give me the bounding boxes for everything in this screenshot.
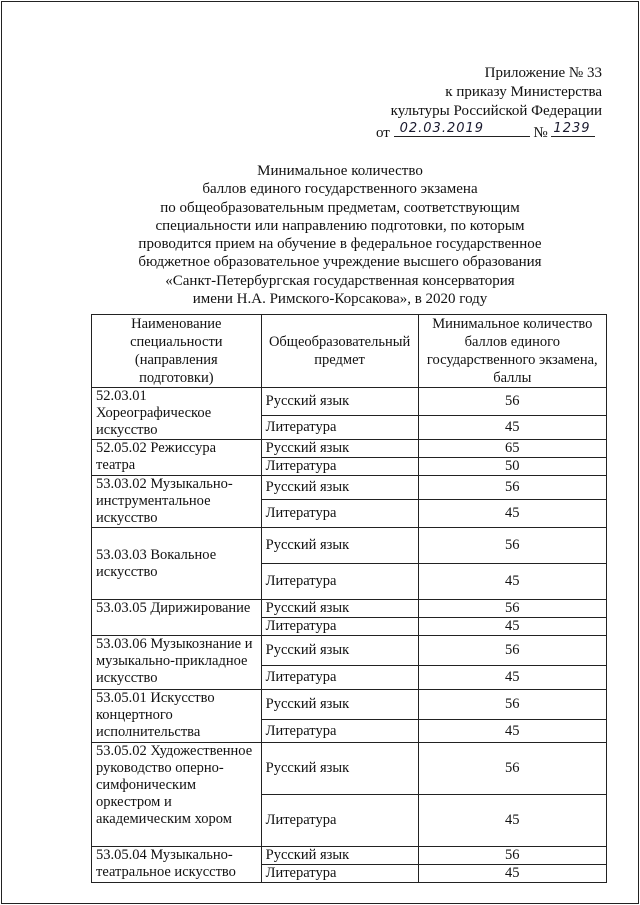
subject-cell: Литература [261, 720, 418, 743]
header-min-score: Минимальное количество баллов единого государственного экзамена, баллы [418, 315, 606, 388]
score-cell: 45 [418, 720, 606, 743]
title-line: специальности или направлению подготовки, по которым [155, 217, 525, 234]
subject-cell: Литература [261, 618, 418, 636]
appendix-ministry: культуры Российской Федерации [390, 103, 602, 119]
specialty-cell: 52.03.01 Хореографическое искусство [92, 388, 262, 440]
table-header-row [92, 315, 607, 388]
score-cell: 45 [418, 618, 606, 636]
score-cell: 56 [418, 476, 606, 500]
subject-cell: Литература [261, 500, 418, 528]
score-cell: 45 [418, 865, 606, 883]
specialty-cell: 53.03.03 Вокальное искусство [92, 528, 262, 600]
score-cell: 45 [418, 666, 606, 690]
subject-cell: Литература [261, 458, 418, 476]
subject-cell: Русский язык [261, 440, 418, 458]
score-cell: 56 [418, 528, 606, 564]
score-cell: 56 [418, 743, 606, 795]
number-field [551, 121, 595, 137]
subject-cell: Литература [261, 666, 418, 690]
subject-cell: Русский язык [261, 847, 418, 865]
header-subject: Общеобразовательный предмет [261, 315, 418, 388]
title-line: баллов единого государственного экзамена [202, 181, 478, 198]
scores-table [91, 314, 607, 883]
title-line: имени Н.А. Римского-Корсакова», в 2020 году [192, 291, 488, 308]
table-row [92, 600, 607, 618]
score-cell: 56 [418, 388, 606, 416]
specialty-cell: 53.05.01 Искусство концертного исполнительства [92, 690, 262, 743]
subject-cell: Русский язык [261, 528, 418, 564]
date-field [394, 121, 530, 137]
subject-cell: Литература [261, 795, 418, 847]
subject-cell: Русский язык [261, 600, 418, 618]
specialty-cell: 53.03.02 Музыкально-инструментальное искусство [92, 476, 262, 528]
specialty-cell: 53.03.05 Дирижирование [92, 600, 262, 636]
table-row [92, 847, 607, 865]
title-line: Минимальное количество [257, 163, 423, 179]
subject-cell: Литература [261, 415, 418, 439]
title-line: по общеобразовательным предметам, соответствующим [160, 199, 520, 216]
score-cell: 45 [418, 564, 606, 600]
subject-cell: Русский язык [261, 636, 418, 666]
score-cell: 45 [418, 500, 606, 528]
number-label: № [533, 125, 548, 141]
subject-cell: Русский язык [261, 476, 418, 500]
handwritten-date: 02.03.2019 [399, 121, 485, 136]
table-row [92, 690, 607, 720]
subject-cell: Русский язык [261, 743, 418, 795]
specialty-cell: 53.03.06 Музыкознание и музыкально-прикладное искусство [92, 636, 262, 690]
table-row [92, 528, 607, 564]
handwritten-number: 1239 [553, 121, 591, 136]
specialty-cell: 52.05.02 Режиссура театра [92, 440, 262, 476]
score-cell: 65 [418, 440, 606, 458]
appendix-order: к приказу Министерства [445, 84, 602, 100]
score-cell: 56 [418, 600, 606, 618]
order-date-row [362, 121, 602, 143]
title-line: «Санкт-Петербургская государственная консерватория [165, 272, 515, 289]
appendix-block [362, 64, 602, 143]
subject-cell: Литература [261, 865, 418, 883]
document-title [120, 162, 560, 308]
subject-cell: Русский язык [261, 690, 418, 720]
specialty-cell: 53.05.04 Музыкально-театральное искусство [92, 847, 262, 883]
table-row [92, 476, 607, 500]
subject-cell: Русский язык [261, 388, 418, 416]
table-row [92, 388, 607, 416]
score-cell: 45 [418, 795, 606, 847]
header-specialty: Наименование специальности (направления подготовки) [92, 315, 262, 388]
score-cell: 56 [418, 690, 606, 720]
subject-cell: Литература [261, 564, 418, 600]
specialty-cell: 53.05.02 Художественное руководство оперно-симфоническим оркестром и академическим хором [92, 743, 262, 847]
title-line: бюджетное образовательное учреждение высшего образования [138, 254, 542, 271]
table-row [92, 636, 607, 666]
title-line: проводится прием на обучение в федеральное государственное [138, 236, 542, 253]
score-cell: 50 [418, 458, 606, 476]
table-row [92, 743, 607, 795]
score-cell: 56 [418, 847, 606, 865]
appendix-number: Приложение № 33 [484, 65, 602, 81]
from-label: от [376, 125, 390, 141]
score-cell: 56 [418, 636, 606, 666]
score-cell: 45 [418, 415, 606, 439]
table-row [92, 440, 607, 458]
